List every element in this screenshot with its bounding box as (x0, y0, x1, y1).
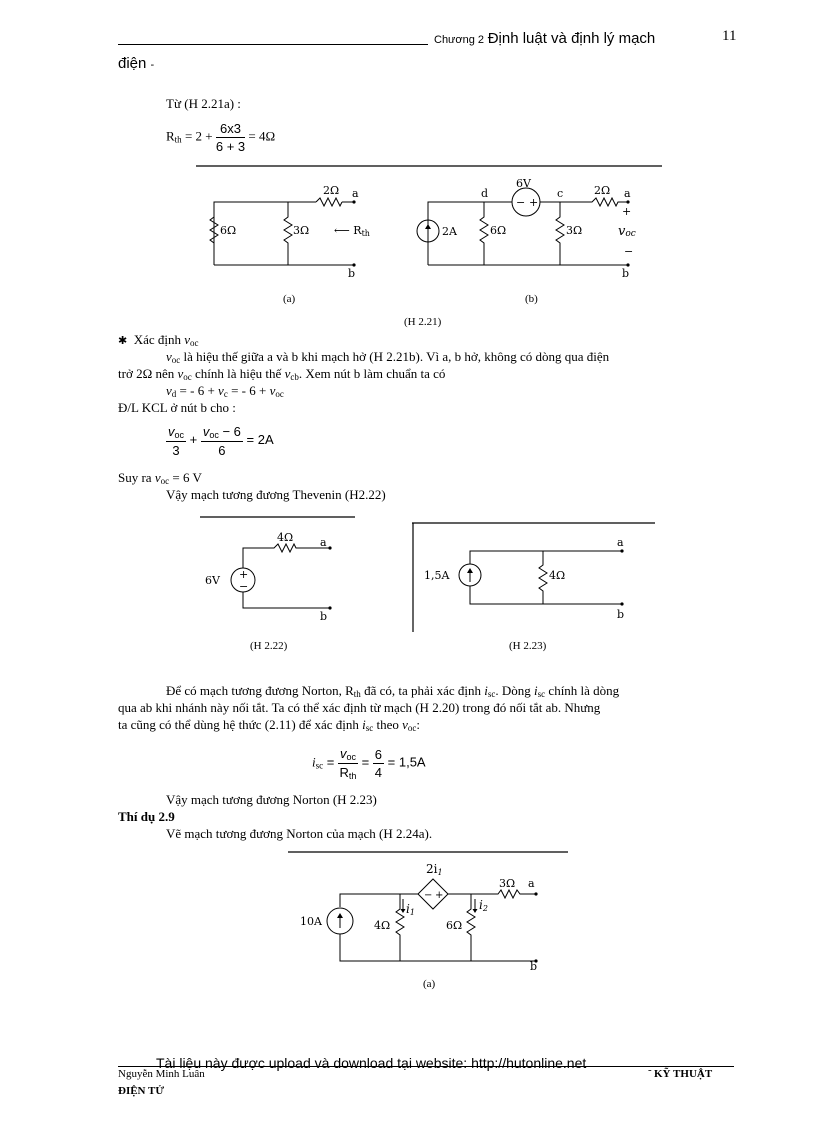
voc-para-line1: $v_{oc}$ là hiệu thế giữa a và b khi mạch hở (H 2.21b). Vì a, b hở, không có dòng qua điện (166, 349, 610, 365)
rth-equation: $R_{th} = 2$ + $\frac{6x3}{6 + 3}$ = 4Ω (166, 121, 276, 154)
fig222-r4: 4Ω (277, 531, 294, 544)
fig222-node-a: a (320, 536, 327, 549)
fig223-r4: 4Ω (549, 569, 566, 582)
fig221b-vminus: − (624, 245, 634, 258)
norton-sentence: Vậy mạch tương đương Norton (H 2.23) (166, 792, 377, 807)
fig221a-r6: 6Ω (220, 224, 237, 237)
chapter-title: Định luật và định lý mạch (487, 30, 656, 47)
fig221b-node-a: a (624, 187, 631, 200)
voc-heading: ✱ Xác định $v_{oc}$ (118, 332, 199, 348)
norton-para-line2: qua ab khi nhánh này nối tắt. Ta có thể xác định từ mạch (H 2.20) trong đó nối tắt ab. Nhưng (118, 700, 601, 715)
fig223-src: 1,5A (424, 569, 450, 582)
norton-para-line3: ta cũng có thể dùng hệ thức (2.11) để xác định $i_{sc}$ theo $v_{oc}$: (118, 717, 421, 733)
kcl-label: Đ/L KCL ở nút b cho : (118, 400, 236, 415)
fig224-i1: i1 (406, 902, 415, 917)
fig222-node-b: b (320, 610, 328, 623)
fig221b-vplus: + (622, 205, 632, 218)
fig221b-voc: voc (618, 224, 636, 239)
fig224-dep-source: 2i1 (426, 862, 443, 877)
isc-equation: $i_{sc}$ = $\frac{v_{oc}}{R_{th}}$ = $\frac{6}{4}$ = 1,5A (312, 746, 426, 781)
voc-para-line2: trở 2Ω nên $v_{oc}$ chính là hiệu thế $v_{cb}$. Xem nút b làm chuẩn ta có (118, 366, 446, 382)
fig221-caption-a: (a) (283, 293, 296, 305)
fig224-minus: − (424, 890, 433, 901)
fig224-r6: 6Ω (446, 919, 463, 932)
header-rule (118, 44, 428, 45)
fig224-r4: 4Ω (374, 919, 391, 932)
fig221b-r6: 6Ω (490, 224, 507, 237)
fig221b-node-c: c (557, 187, 564, 200)
fig222-caption: (H 2.22) (250, 640, 288, 652)
footer-author: Nguyễn Minh Luân (118, 1068, 205, 1080)
fig221b-plus: + (529, 196, 539, 209)
thevenin-sentence: Vậy mạch tương đương Thevenin (H2.22) (166, 487, 386, 502)
fig221a-rth-arrow: ⟵ Rth (334, 224, 370, 238)
figure-2-22-circuit (200, 516, 360, 631)
chapter-title-cont: điện - (118, 55, 155, 72)
fig224-i2: i2 (479, 898, 488, 913)
footer-right: KỸ THUẬT (654, 1068, 713, 1080)
fig222-minus: − (239, 580, 249, 593)
fig222-src: 6V (205, 574, 220, 587)
fig223-node-a: a (617, 536, 624, 549)
fig224-r3: 3Ω (499, 877, 516, 890)
chapter-header (434, 30, 655, 47)
fig221b-r3: 3Ω (566, 224, 583, 237)
example-title: Thí dụ 2.9 (118, 809, 175, 824)
fig221b-minus: − (516, 196, 526, 209)
figure-2-24a-circuit (288, 851, 570, 971)
fig221-caption-b: (b) (525, 293, 538, 305)
header-dash: - (150, 59, 155, 71)
fig221-caption: (H 2.21) (404, 316, 442, 328)
fig221b-node-d: d (481, 187, 489, 200)
fig221b-src-i: 2A (442, 225, 457, 238)
fig221a-node-b: b (348, 267, 356, 280)
fig224-src: 10A (300, 915, 322, 928)
chapter-prefix: Chương 2 (434, 34, 485, 46)
figure-2-23-circuit (412, 522, 657, 634)
figure-2-21 (196, 165, 666, 294)
example-text: Vẽ mạch tương đương Norton của mạch (H 2.24a). (166, 826, 433, 841)
footer-upload-notice: Tài liệu này được upload và download tại website: http://hutonline.net (156, 1055, 587, 1071)
rth-from-ref: Từ (H 2.21a) : (166, 96, 241, 111)
footer-dept: ĐIỆN TỬ (118, 1085, 165, 1097)
fig221a-r3: 3Ω (293, 224, 310, 237)
fig224-caption: (a) (423, 978, 436, 990)
rth-fraction: $\frac{6x3}{6 + 3}$ (215, 121, 246, 154)
kcl-equation: $\frac{v_{oc}}{3}$ + $\frac{v_{oc} - 6}{6}$ = 2A (168, 424, 274, 458)
voc-eq-vd: $v_d$ = - $6 + v_c$ = - $6 + v_{oc}$ (166, 383, 284, 399)
fig224-node-a: a (528, 877, 535, 890)
fig221b-src-v: 6V (516, 177, 531, 190)
figure-2-22 (200, 516, 360, 635)
norton-para-line1: Để có mạch tương đương Norton, $R_{th}$ đã có, ta phải xác định $i_{sc}$. Dòng $i_{sc}$ chính là dòng (166, 683, 620, 699)
fig223-caption: (H 2.23) (509, 640, 547, 652)
fig221a-node-a: a (352, 187, 359, 200)
figure-2-24a (288, 851, 570, 975)
voc-result: Suy ra $v_{oc} = 6$ V (118, 470, 202, 486)
page-number: 11 (722, 28, 737, 44)
fig222-plus: + (239, 568, 249, 581)
fig223-node-b: b (617, 608, 625, 621)
fig221b-node-b: b (622, 267, 630, 280)
footer-dash: - (648, 1064, 652, 1076)
fig221b-r2: 2Ω (594, 184, 611, 197)
figure-2-21-circuit (196, 165, 666, 290)
fig224-node-b: b (530, 960, 538, 971)
fig221a-r2: 2Ω (323, 184, 340, 197)
fig224-plus: + (435, 890, 444, 901)
figure-2-23 (412, 522, 657, 638)
